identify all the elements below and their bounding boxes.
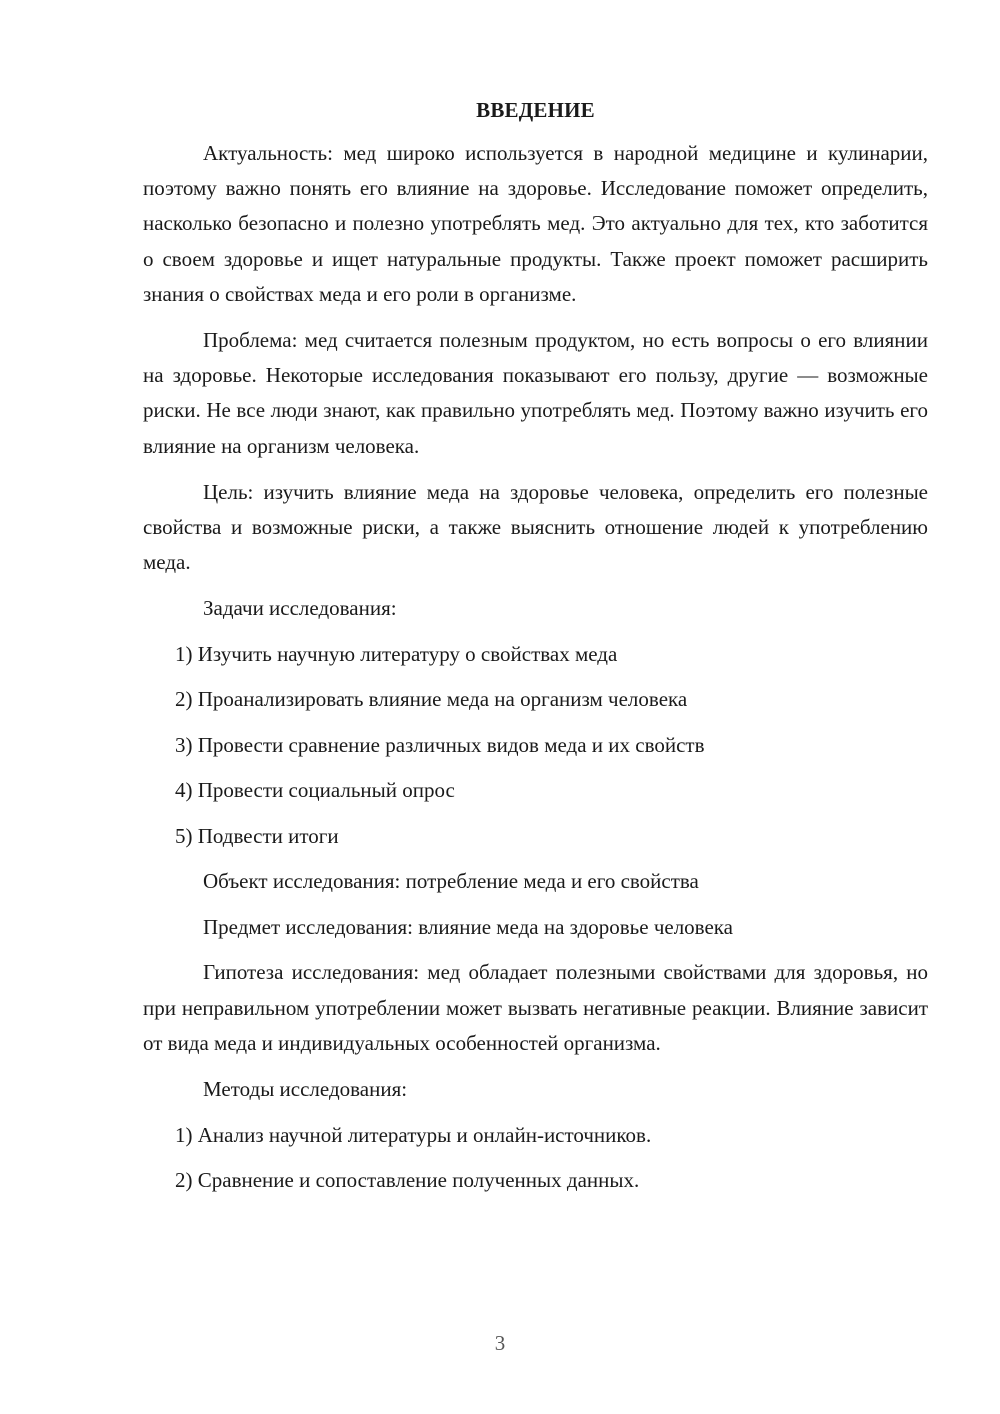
relevance-paragraph: Актуальность: мед широко используется в народной медицине и кулинарии, поэтому важно понять его влияние на здоровье. Исследование поможет определить, насколько безопасно и полезно употреблять мед. Это актуально для тех, кто заботится о своем здоровье и ищет натуральные продукты. Также проект поможет расширить знания о свойствах меда и его роли в организме. (143, 141, 928, 306)
page-number: 3 (494, 1331, 506, 1355)
tasks-heading: Задачи исследования: (203, 596, 397, 621)
method-item: 2) Сравнение и сопоставление полученных данных. (175, 1168, 640, 1193)
task-item: 4) Провести социальный опрос (175, 778, 455, 803)
task-item: 1) Изучить научную литературу о свойствах меда (175, 641, 618, 666)
task-item: 2) Проанализировать влияние меда на организм человека (175, 687, 688, 712)
goal-paragraph: Цель: изучить влияние меда на здоровье человека, определить его полезные свойства и возможные риски, а также выяснить отношение людей к употреблению меда. (143, 479, 928, 575)
methods-heading: Методы исследования: (203, 1077, 408, 1102)
document-page (143, 96, 928, 1209)
section-title: ВВЕДЕНИЕ (476, 98, 595, 122)
research-object: Объект исследования: потребление меда и его свойства (203, 869, 699, 894)
task-item: 3) Провести сравнение различных видов меда и их свойств (175, 732, 705, 757)
problem-paragraph: Проблема: мед считается полезным продуктом, но есть вопросы о его влиянии на здоровье. Некоторые исследования показывают его пользу, другие — возможные риски. Не все люди знают, как правильно употреблять мед. Поэтому важно изучить его влияние на организм человека. (143, 328, 928, 458)
research-subject: Предмет исследования: влияние меда на здоровье человека (203, 914, 734, 939)
hypothesis-paragraph: Гипотеза исследования: мед обладает полезными свойствами для здоровья, но при неправильном употреблении может вызвать негативные реакции. Влияние зависит от вида меда и индивидуальных особенностей организма. (143, 960, 928, 1055)
method-item: 1) Анализ научной литературы и онлайн-источников. (175, 1122, 652, 1147)
task-item: 5) Подвести итоги (175, 823, 339, 848)
